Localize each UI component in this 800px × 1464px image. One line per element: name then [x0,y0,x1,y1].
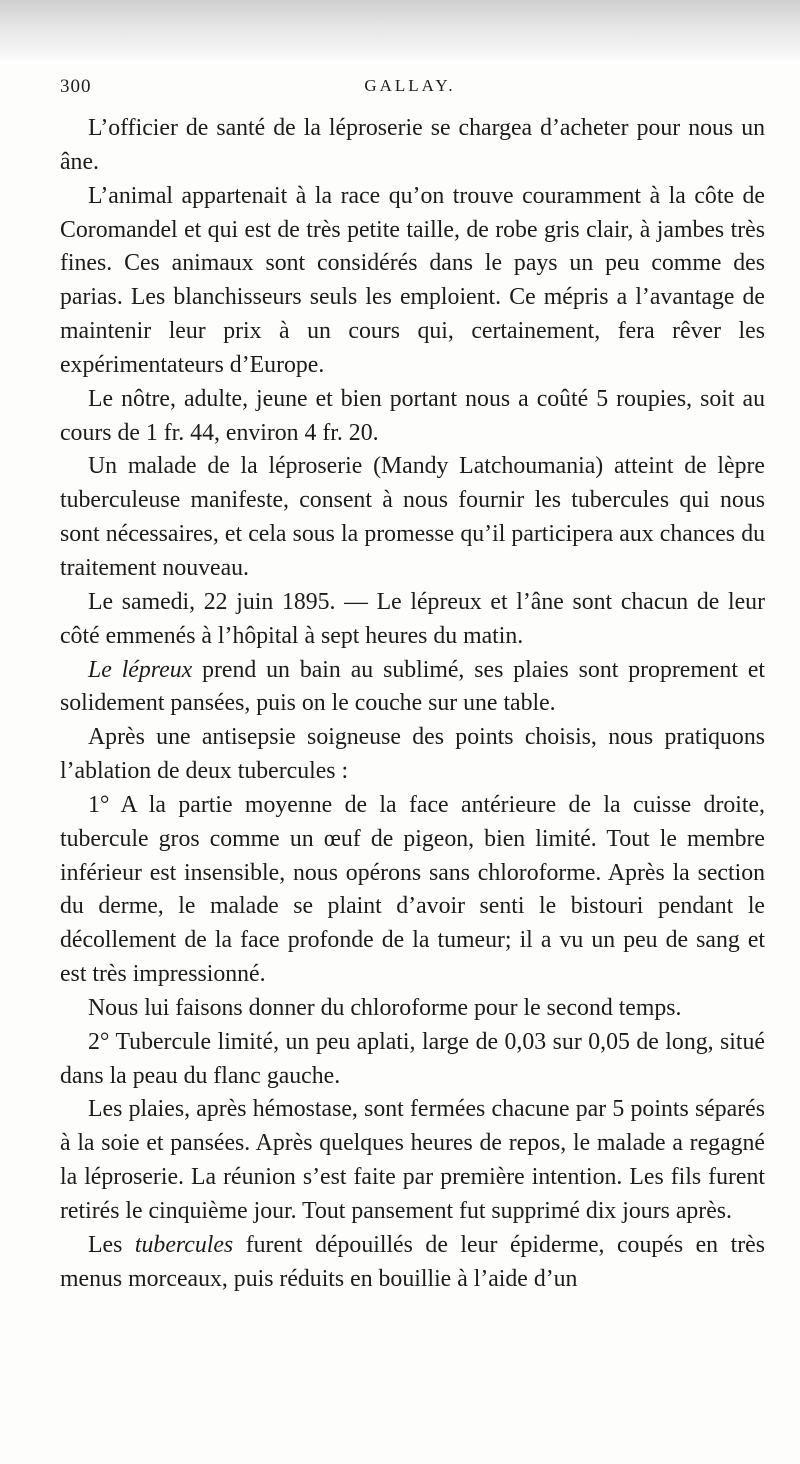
paragraph: Le nôtre, adulte, jeune et bien portant nous a coûté 5 roupies, soit au cours de 1 fr. 44, environ 4 fr. 20. [60,385,765,446]
paragraph: Les tubercules furent dépouillés de leur épiderme, coupés en très menus morceaux, puis réduits en bouillie à l’aide d’un [60,1231,765,1292]
paragraph: Le samedi, 22 juin 1895. — Le lépreux et l’âne sont chacun de leur côté emmenés à l’hôpital à sept heures du matin. [60,588,765,649]
italic-term: Le lépreux [88,656,193,683]
body-text [60,112,765,1297]
paragraph: Un malade de la léproserie (Mandy Latchoumania) atteint de lèpre tuberculeuse manifeste, consent à nous fournir les tubercules qui nous sont nécessaires, et cela sous la promesse qu’il participera aux chances du traitement nouveau. [60,453,765,581]
paragraph: L’officier de santé de la léproserie se chargea d’acheter pour nous un âne. [60,115,765,175]
paragraph: Nous lui faisons donner du chloroforme pour le second temps. [88,994,682,1021]
running-head: GALLAY. [364,76,456,95]
paragraph: 1° A la partie moyenne de la face antérieure de la cuisse droite, tubercule gros comme un œuf de pigeon, bien limité. Tout le membre inférieur est insensible, nous opérons sans chloroforme. Après la section du derme, le malade se plaint d’avoir senti le bistouri pendant le décollement de la face profonde de la tumeur; il a vu un peu de sang et est très impressionné. [60,791,765,988]
paragraph: Après une antisepsie soigneuse des points choisis, nous pratiquons l’ablation de deux tubercules : [60,724,765,785]
italic-term: tubercules [134,1231,234,1258]
paragraph: L’animal appartenait à la race qu’on trouve couramment à la côte de Coromandel et qui est de très petite taille, de robe gris clair, à jambes très fines. Ces animaux sont considérés dans le pays un peu comme des parias. Les blanchisseurs seuls les emploient. Ce mépris a l’avantage de maintenir leur prix à un cours qui, certainement, fera rêver les expérimentateurs d’Europe. [60,182,765,378]
paragraph: Le lépreux prend un bain au sublimé, ses plaies sont proprement et solidement pansées, puis on le couche sur une table. [60,656,766,717]
page-number: 300 [60,76,92,97]
page-header [60,76,760,102]
paragraph: 2° Tubercule limité, un peu aplati, large de 0,03 sur 0,05 de long, situé dans la peau du flanc gauche. [60,1028,765,1089]
scan-shadow [0,0,800,60]
paragraph: Les plaies, après hémostase, sont fermées chacune par 5 points séparés à la soie et pansées. Après quelques heures de repos, le malade a regagné la léproserie. La réunion s’est faite par première intention. Les fils furent retirés le cinquième jour. Tout pansement fut supprimé dix jours après. [60,1096,765,1224]
